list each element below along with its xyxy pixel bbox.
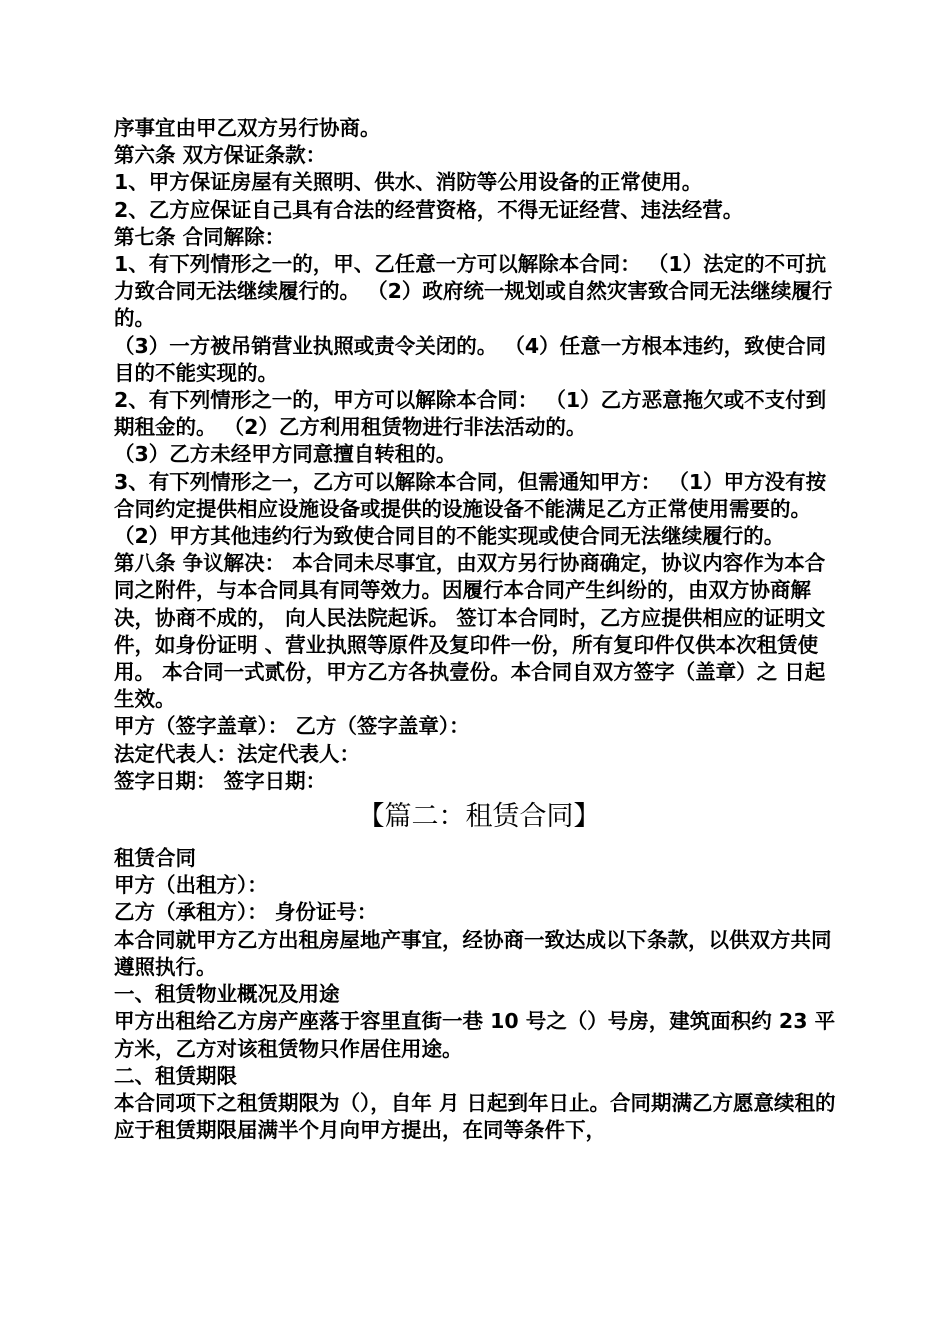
contract-title: 租赁合同 xyxy=(114,846,196,871)
paragraph: 序事宜由甲乙双方另行协商。 xyxy=(114,116,381,140)
paragraph: （2）甲方其他违约行为致使合同目的不能实现或使合同无法继续履行的。 xyxy=(114,524,785,549)
signature-line: 签字日期： 签字日期： xyxy=(114,768,327,793)
paragraph: 1、甲方保证房屋有关照明、供水、消防等公用设备的正常使用。 xyxy=(114,170,703,195)
party-line: 甲方（出租方）： xyxy=(114,873,268,898)
paragraph: 3、有下列情形之一，乙方可以解除本合同，但需通知甲方： （1）甲方没有按合同约定提供相应设施设备或提供的设施设备不能满足乙方正常使用需要的。 xyxy=(114,469,827,521)
section-title: 一、租赁物业概况及用途 xyxy=(114,982,340,1007)
section-title: 二、租赁期限 xyxy=(114,1063,237,1088)
paragraph: 2、有下列情形之一的，甲方可以解除本合同： （1）乙方恶意拖欠或不支付到期租金的。 （2）乙方利用租赁物进行非法活动的。 xyxy=(114,388,827,440)
party-line: 乙方（承租方）： 身份证号： xyxy=(114,900,378,925)
signature-line: 法定代表人：法定代表人： xyxy=(114,741,360,766)
clause-heading: 第六条 双方保证条款： xyxy=(114,143,327,168)
paragraph: （3）一方被吊销营业执照或责令关闭的。 （4）任意一方根本违约，致使合同目的不能实现的。 xyxy=(114,333,827,385)
paragraph: 1、有下列情形之一的，甲、乙任意一方可以解除本合同： （1）法定的不可抗力致合同无法继续履行的。 （2）政府统一规划或自然灾害致合同无法继续履行的。 xyxy=(114,252,833,331)
section-heading: 【篇二：租赁合同】 xyxy=(357,801,601,833)
document-body xyxy=(114,115,844,1144)
clause-heading: 第七条 合同解除： xyxy=(114,224,286,249)
paragraph: 2、乙方应保证自己具有合法的经营资格，不得无证经营、违法经营。 xyxy=(114,197,744,222)
paragraph: 本合同项下之租赁期限为（），自年 月 日起到年日止。合同期满乙方愿意续租的应于租赁期限届满半个月向甲方提出，在同等条件下， xyxy=(114,1090,836,1143)
paragraph: 本合同就甲方乙方出租房屋地产事宜，经协商一致达成以下条款，以供双方共同遵照执行。 xyxy=(114,927,832,979)
paragraph: 甲方出租给乙方房产座落于容里直街一巷 10 号之（）号房，建筑面积约 23 平方米，乙方对该租赁物只作居住用途。 xyxy=(114,1009,836,1061)
signature-line: 甲方（签字盖章）： 乙方（签字盖章）： xyxy=(114,714,470,739)
paragraph: 第八条 争议解决： 本合同未尽事宜，由双方另行协商确定，协议内容作为本合同之附件，与本合同具有同等效力。因履行本合同产生纠纷的，由双方协商解决，协商不成的， 向人民法院起诉。 签订本合同时，乙方应提供相应的证明文件，如身份证明 、营业执照等原件及复印件一份，所有复印件仅供本次租赁使用。 本合同一式贰份，甲方乙方各执壹份。本合同自双方签字（盖章）之 日起生效。 xyxy=(114,551,826,712)
paragraph: （3）乙方未经甲方同意擅自转租的。 xyxy=(114,442,457,467)
